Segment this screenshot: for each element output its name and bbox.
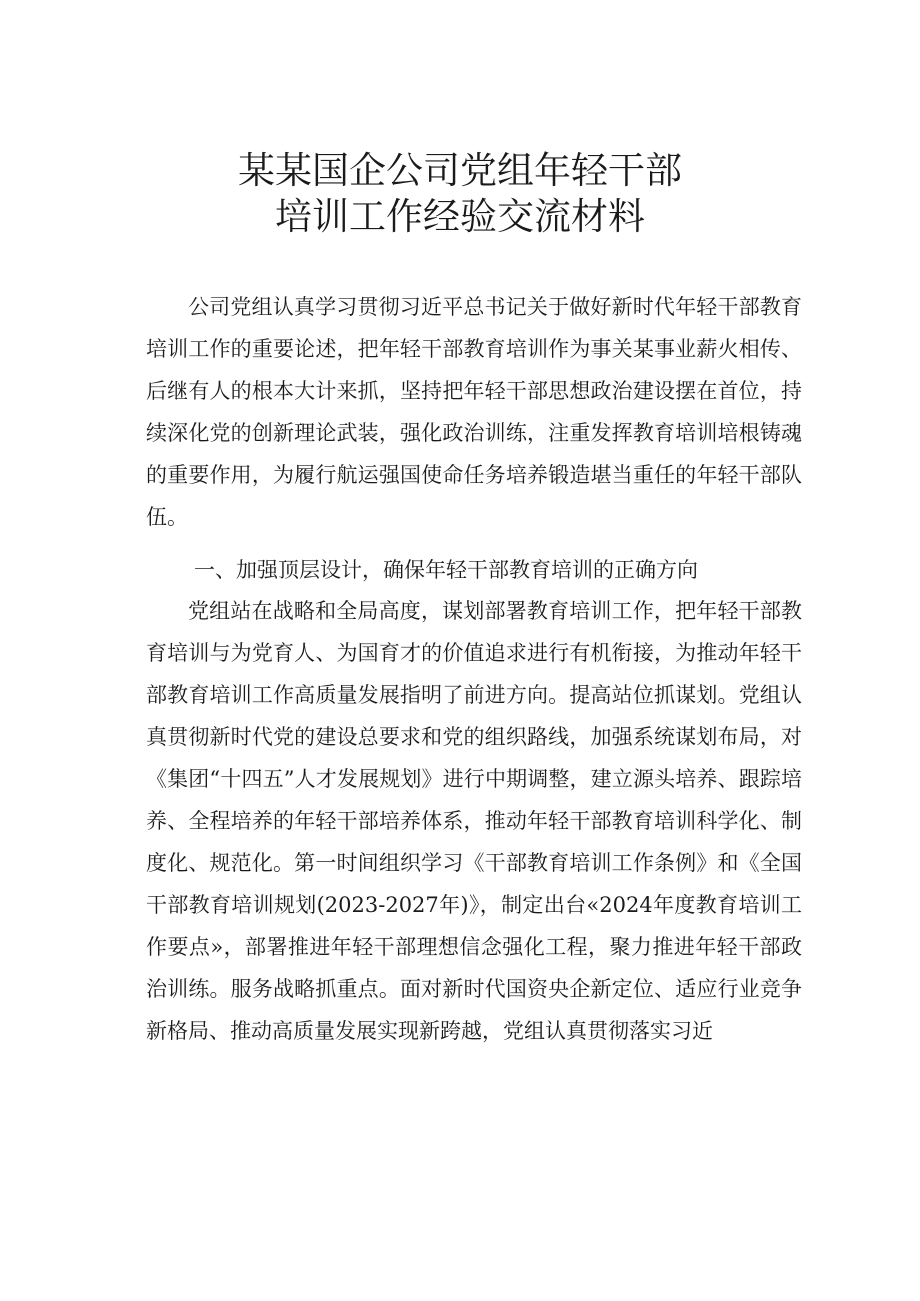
document-title: [0, 148, 920, 240]
section-1-paragraph: 党组站在战略和全局高度，谋划部署教育培训工作，把年轻干部教育培训与为党育人、为国育才的价值追求进行有机衔接，为推动年轻干部教育培训工作高质量发展指明了前进方向。提高站位抓谋划。党组认真贯彻新时代党的建设总要求和党的组织路线，加强系统谋划布局，对《集团“十四五”人才发展规划》进行中期调整，建立源头培养、跟踪培养、全程培养的年轻干部培养体系，推动年轻干部教育培训科学化、制度化、规范化。第一时间组织学习《干部教育培训工作条例》和《全国干部教育培训规划(2023-2027年)》，制定出台«2024年度教育培训工作要点»，部署推进年轻干部理想信念强化工程，聚力推进年轻干部政治训练。服务战略抓重点。面对新时代国资央企新定位、适应行业竞争新格局、推动高质量发展实现新跨越，党组认真贯彻落实习近: [146, 599, 802, 1043]
title-line-1: 某某国企公司党组年轻干部: [238, 149, 682, 192]
title-line-2: 培训工作经验交流材料: [275, 195, 645, 238]
section-heading-1: 一、加强顶层设计，确保年轻干部教育培训的正确方向: [194, 558, 698, 582]
intro-paragraph: 公司党组认真学习贯彻习近平总书记关于做好新时代年轻干部教育培训工作的重要论述，把年轻干部教育培训作为事关某事业薪火相传、后继有人的根本大计来抓，坚持把年轻干部思想政治建设摆在首位，持续深化党的创新理论武装，强化政治训练，注重发挥教育培训培根铸魂的重要作用，为履行航运强国使命任务培养锻造堪当重任的年轻干部队伍。: [146, 295, 802, 529]
